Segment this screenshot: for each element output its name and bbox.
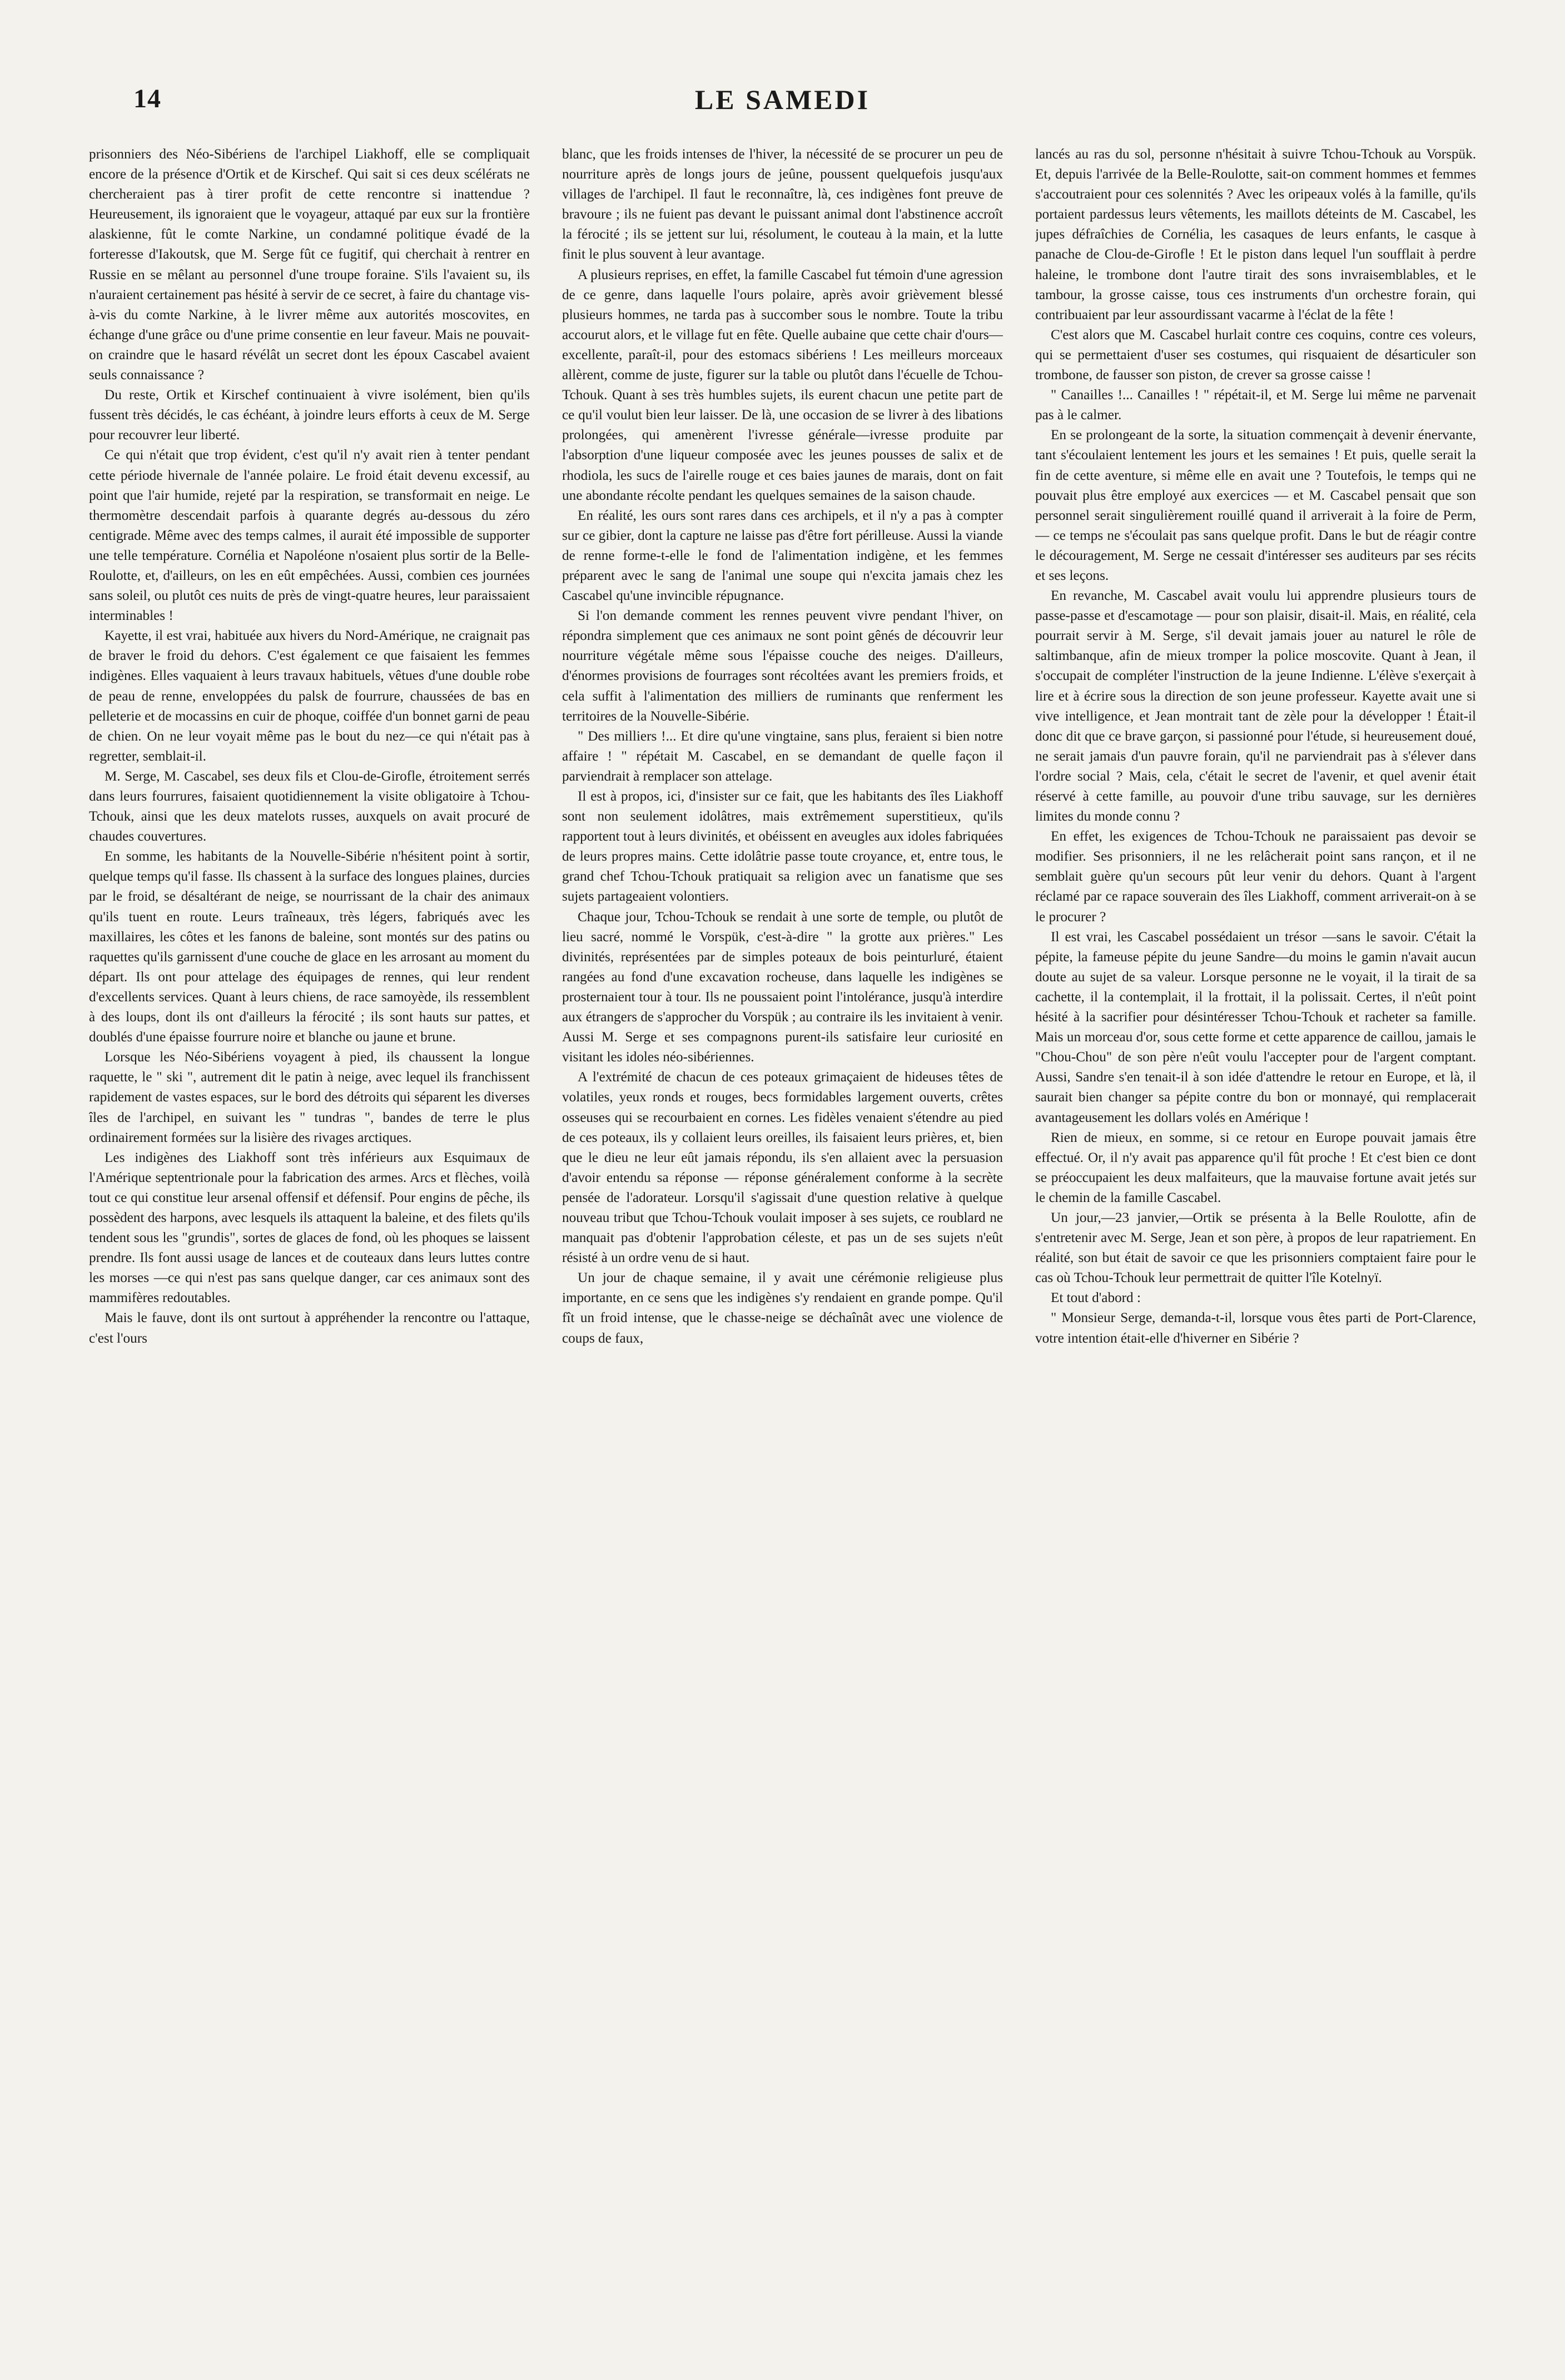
paragraph: lancés au ras du sol, personne n'hésitait à suivre Tchou-Tchouk au Vorspük. Et, depuis l'arrivée de la Belle-Roulotte, sait-on comment hommes et femmes s'accoutraient pour ces solennités ? Avec les oripeaux volés à la famille, qu'ils portaient pardessus leurs vêtements, les maillots déteints de M. Cascabel, les jupes défraîchies de Cornélia, les casaques de leurs enfants, le casque à panache de Clou-de-Girofle ! Et le piston dans lequel l'un soufflait à perdre haleine, le trombone dont l'autre tirait des sons invraisemblables, et le tambour, la grosse caisse, tous ces instruments d'un orchestre forain, qui contribuaient par leur assourdissant vacarme à l'éclat de la fête ! (1035, 147, 1476, 322)
column-2 (562, 145, 1003, 2324)
paragraph: M. Serge, M. Cascabel, ses deux fils et Clou-de-Girofle, étroitement serrés dans leurs fourrures, faisaient quotidiennement la visite obligatoire à Tchou-Tchouk, ainsi que les deux matelots russes, auxquels on avait procuré de chaudes couvertures. (89, 768, 530, 844)
paragraph: Un jour de chaque semaine, il y avait une cérémonie religieuse plus importante, en ce sens que les indigènes s'y rendaient en grande pompe. Qu'il fît un froid intense, que le chasse-neige se déchaînât avec une violence de coups de faux, (562, 1270, 1003, 1346)
column-1 (89, 145, 530, 2324)
paragraph: Chaque jour, Tchou-Tchouk se rendait à une sorte de temple, ou plutôt de lieu sacré, nommé le Vorspük, c'est-à-dire " la grotte aux prières." Les divinités, représentées par de simples poteaux de bois peinturluré, étaient rangées au fond d'une excavation rocheuse, dans laquelle les indigènes se prosternaient tour à tour. Ils ne poussaient point l'intolérance, jusqu'à interdire aux étrangers de s'approcher du Vorspük ; au contraire ils les invitaient à venir. Aussi M. Serge et ses compagnons purent-ils satisfaire leur curiosité en visitant les idoles néo-sibériennes. (562, 909, 1003, 1065)
paragraph: Un jour,—23 janvier,—Ortik se présenta à la Belle Roulotte, afin de s'entretenir avec M. Serge, Jean et son père, à propos de leur rapatriement. En réalité, son but était de savoir ce que les prisonniers comptaient faire pour le cas où Tchou-Tchouk leur permettrait de quitter l'île Kotelnyï. (1035, 1210, 1476, 1286)
paragraph: prisonniers des Néo-Sibériens de l'archipel Liakhoff, elle se compliquait encore de la présence d'Ortik et de Kirschef. Qui sait si ces deux scélérats ne chercheraient pas à tirer profit de cette rencontre si inattendue ? Heureusement, ils ignoraient que le voyageur, attaqué par eux sur la frontière alaskienne, fût le comte Narkine, un condamné politique évadé de la forteresse d'Iakoutsk, que M. Serge fût ce fugitif, qui cherchait à rentrer en Russie en se mêlant au personnel d'une troupe foraine. S'ils l'avaient su, ils n'auraient certainement pas hésité à servir de ce secret, à faire du chantage vis-à-vis du comte Narkine, à le livrer même aux autorités moscovites, en échange d'une grâce ou d'une prime consentie en leur faveur. Mais ne pouvait-on craindre que le hasard révélât un secret dont les époux Cascabel avaient seuls connaissance ? (89, 147, 530, 383)
paragraph: Lorsque les Néo-Sibériens voyagent à pied, ils chaussent la longue raquette, le " ski ", autrement dit le patin à neige, avec lequel ils franchissent rapidement de vastes espaces, sur le bord des détroits qui séparent les diverses îles de l'archipel, en suivant les " tundras ", bandes de terre le plus ordinairement formées sur la lisière des rivages arctiques. (89, 1050, 530, 1145)
paragraph: En réalité, les ours sont rares dans ces archipels, et il n'y a pas à compter sur ce gibier, dont la capture ne laisse pas d'être fort périlleuse. Aussi la viande de renne forme-t-elle le fond de l'alimentation indigène, et les femmes préparent avec le sang de l'animal une soupe qui n'excita jamais chez les Cascabel qu'une invincible répugnance. (562, 508, 1003, 604)
paragraph: " Des milliers !... Et dire qu'une vingtaine, sans plus, feraient si bien notre affaire ! " répétait M. Cascabel, en se demandant de quelle façon il parviendrait à remplacer son attelage. (562, 728, 1003, 784)
paragraph: Si l'on demande comment les rennes peuvent vivre pendant l'hiver, on répondra simplement que ces animaux ne sont point gênés de découvrir leur nourriture végétale même sous l'épaisse couche des neiges. D'ailleurs, d'énormes provisions de fourrages sont récoltées avant les premiers froids, et cela suffit à l'alimentation des milliers de ruminants que renferment les territoires de la Nouvelle-Sibérie. (562, 608, 1003, 724)
paragraph: Et tout d'abord : (1051, 1290, 1141, 1306)
running-title: LE SAMEDI (694, 84, 871, 115)
paragraph: blanc, que les froids intenses de l'hiver, la nécessité de se procurer un peu de nourriture après de longs jours de jeûne, poussent quelquefois jusqu'aux villages de l'archipel. Il faut le reconnaître, là, ces indigènes font preuve de bravoure ; ils ne fuient pas devant le puissant animal dont l'abstinence accroît la férocité ; ils se jettent sur lui, résolument, le couteau à la main, et la lutte finit le plus souvent à leur avantage. (562, 147, 1003, 262)
paragraph: Rien de mieux, en somme, si ce retour en Europe pouvait jamais être effectué. Or, il n'y avait pas apparence qu'il fût proche ! Et c'est bien ce dont se préoccupaient les deux malfaiteurs, que la mauvaise fortune avait jetés sur le chemin de la famille Cascabel. (1035, 1130, 1476, 1205)
paragraph: En revanche, M. Cascabel avait voulu lui apprendre plusieurs tours de passe-passe et d'escamotage — pour son plaisir, disait-il. Mais, en réalité, cela pourrait servir à M. Serge, s'il devait jamais jouer au naturel le rôle de saltimbanque, afin de mieux tromper la police moscovite. Quant à Jean, il s'occupait de compléter l'instruction de la jeune Indienne. L'élève s'exerçait à lire et à écrire sous la direction de son jeune professeur. Kayette avait une si vive intelligence, et Jean montrait tant de zèle pour la développer ! Était-il donc dit que ce brave garçon, si passionné pour l'étude, si heureusement doué, ne serait jamais d'un pauvre forain, qu'il ne parviendrait pas à s'élever dans l'ordre social ? Mais, cela, c'était le secret de l'avenir, et quel avenir était réservé à cette famille, au pouvoir d'une tribu sauvage, sur les dernières limites du monde connu ? (1035, 588, 1476, 824)
paragraph: En somme, les habitants de la Nouvelle-Sibérie n'hésitent point à sortir, quelque temps qu'il fasse. Ils chassent à la surface des longues plaines, durcies par le froid, se désaltérant de neige, se nourrissant de la chair des animaux qu'ils tuent en route. Leurs traîneaux, très légers, fabriqués avec les maxillaires, les côtes et les fanons de baleine, sont montés sur des patins ou raquettes qu'ils garnissent d'une couche de glace en les arrosant au moment du départ. Ils ont pour attelage des équipages de rennes, qui leur rendent d'excellents services. Quant à leurs chiens, de race samoyède, ils ressemblent à des loups, dont ils ont d'ailleurs la férocité ; ils sont hauts sur pattes, et doublés d'une épaisse fourrure noire et blanche ou jaune et brune. (89, 849, 530, 1045)
paragraph: " Monsieur Serge, demanda-t-il, lorsque vous êtes parti de Port-Clarence, votre intention était-elle d'hiverner en Sibérie ? (1035, 1310, 1476, 1346)
column-3 (1035, 145, 1476, 2324)
paragraph: Il est à propos, ici, d'insister sur ce fait, que les habitants des îles Liakhoff sont non seulement idolâtres, mais extrêmement superstitieux, qu'ils rapportent tout à leurs divinités, et obéissent en aveugles aux idoles fabriquées de leurs propres mains. Cette idolâtrie passe toute croyance, et, entre tous, le grand chef Tchou-Tchouk pratiquait sa religion avec un fanatisme que ses sujets partageaient volontiers. (562, 789, 1003, 905)
paragraph: Ce qui n'était que trop évident, c'est qu'il n'y avait rien à tenter pendant cette période hivernale de l'année polaire. Le froid était devenu excessif, au point que l'air humide, rejeté par la respiration, se transformait en neige. Le thermomètre descendait parfois à quarante degrés au-dessous du zéro centigrade. Même avec des temps calmes, il aurait été impossible de supporter une telle température. Cornélia et Napoléone n'osaient plus sortir de la Belle-Roulotte, et, d'ailleurs, on les en eût empêchées. Aussi, combien ces journées sans soleil, ou plutôt ces nuits de près de vingt-quatre heures, leur paraissaient interminables ! (89, 448, 530, 624)
text-columns (89, 145, 1476, 2324)
paragraph: " Canailles !... Canailles ! " répétait-il, et M. Serge lui même ne parvenait pas à le calmer. (1035, 387, 1476, 423)
paragraph: C'est alors que M. Cascabel hurlait contre ces coquins, contre ces voleurs, qui se permettaient d'user ses costumes, qui risquaient de désarticuler son trombone, de fausser son piston, de crever sa grosse caisse ! (1035, 327, 1476, 383)
page-header (89, 83, 1476, 122)
paragraph: A l'extrémité de chacun de ces poteaux grimaçaient de hideuses têtes de volatiles, yeux ronds et rouges, becs formidables largement ouverts, crêtes osseuses qui se recourbaient en cornes. Les fidèles venaient s'étendre au pied de ces poteaux, ils y collaient leurs oreilles, ils faisaient leurs prières, et, bien que le dieu ne leur eût jamais répondu, ils s'en allaient avec la persuasion d'avoir entendu sa réponse — réponse généralement conforme à la secrète pensée de l'adorateur. Lorsqu'il s'agissait d'une question relative à quelque nouveau tribut que Tchou-Tchouk voulait imposer à ses sujets, ce roublard ne manquait pas d'obtenir l'approbation céleste, et pas un de ses sujets n'eût résisté à un ordre venu de si haut. (562, 1070, 1003, 1266)
paragraph: Mais le fauve, dont ils ont surtout à appréhender la rencontre ou l'attaque, c'est l'ours (89, 1310, 530, 1346)
paragraph: Kayette, il est vrai, habituée aux hivers du Nord-Amérique, ne craignait pas de braver le froid du dehors. C'est également ce que faisaient les femmes indigènes. Elles vaquaient à leurs travaux habituels, vêtues d'une double robe de peau de renne, enveloppées du palsk de fourrure, chaussées de bas en pelleterie et de mocassins en cuir de phoque, coiffée d'un bonnet garni de peau de chien. On ne leur voyait même pas le bout du nez—ce qui n'était pas à regretter, semblait-il. (89, 628, 530, 764)
paragraph: Il est vrai, les Cascabel possédaient un trésor —sans le savoir. C'était la pépite, la fameuse pépite du jeune Sandre—du moins le gamin n'avait aucun doute au sujet de sa valeur. Lorsque personne ne le voyait, il la tirait de sa cachette, il la contemplait, il la frottait, il la polissait. Certes, il n'eût point hésité à la sacrifier pour désintéresser Tchou-Tchouk et racheter sa famille. Mais un morceau d'or, sous cette forme et cette apparence de caillou, jamais le "Chou-Chou" de son père n'eût voulu l'accepter pour de l'argent comptant. Aussi, Sandre s'en tenait-il à son idée d'attendre le retour en Europe, et là, il saurait bien changer sa pépite contre du bon or monnayé, qui remplacerait avantageusement les dollars volés en Amérique ! (1035, 929, 1476, 1125)
page-number: 14 (133, 84, 161, 113)
paragraph: A plusieurs reprises, en effet, la famille Cascabel fut témoin d'une agression de ce genre, dans laquelle l'ours polaire, après avoir grièvement blessé plusieurs hommes, ne tarda pas à succomber sous le nombre. Toute la tribu accourut alors, et le village fut en fête. Quelle aubaine que cette chair d'ours—excellente, paraît-il, pour des estomacs sibériens ! Les meilleurs morceaux allèrent, comme de juste, figurer sur la table ou plutôt dans l'écuelle de Tchou-Tchouk. Quant à ses très humbles sujets, ils eurent chacun une petite part de ce qu'il voulut bien leur laisser. De là, une occasion de se livrer à des libations prolongées, qui amenèrent l'ivresse générale—ivresse produite par l'absorption d'une liqueur composée avec les jeunes pousses de salix et de rhodiola, les sucs de l'airelle rouge et ces baies jaunes de marais, dont on fait une abondante récolte pendant les quelques semaines de la saison chaude. (562, 267, 1003, 503)
paragraph: En se prolongeant de la sorte, la situation commençait à devenir énervante, tant s'écoulaient lentement les jours et les semaines ! Et puis, quelle serait la fin de cette aventure, si même elle en avait une ? Toutefois, le temps qui ne pouvait plus être employé aux exercices — et M. Cascabel pensait que son personnel serait singulièrement rouillé quand il arriverait à la foire de Perm, — ce temps ne s'écoulait pas sans quelque profit. Dans le but de réagir contre le découragement, M. Serge ne cessait d'intéresser ses auditeurs par ses récits et ses leçons. (1035, 428, 1476, 583)
paragraph: En effet, les exigences de Tchou-Tchouk ne paraissaient pas devoir se modifier. Ses prisonniers, il ne les relâcherait point sans rançon, et il ne semblait guère qu'un secours pût leur venir du dehors. Quant à l'argent réclamé par ce rapace souverain des îles Liakhoff, comment arriverait-on à se le procurer ? (1035, 829, 1476, 925)
paragraph: Du reste, Ortik et Kirschef continuaient à vivre isolément, bien qu'ils fussent très décidés, le cas échéant, à joindre leurs efforts à ceux de M. Serge pour recouvrer leur liberté. (89, 387, 530, 443)
paragraph: Les indigènes des Liakhoff sont très inférieurs aux Esquimaux de l'Amérique septentrionale pour la fabrication des armes. Arcs et flèches, voilà tout ce qui constitue leur arsenal offensif et défensif. Pour engins de pêche, ils possèdent des harpons, avec lesquels ils attaquent la baleine, et des filets qu'ils tendent sous les "grundis", sortes de glaces de fond, où les phoques se laissent prendre. Ils font aussi usage de lances et de couteaux dans leurs luttes contre les morses —ce qui n'est pas sans quelque danger, car ces animaux sont des mammifères redoutables. (89, 1150, 530, 1306)
